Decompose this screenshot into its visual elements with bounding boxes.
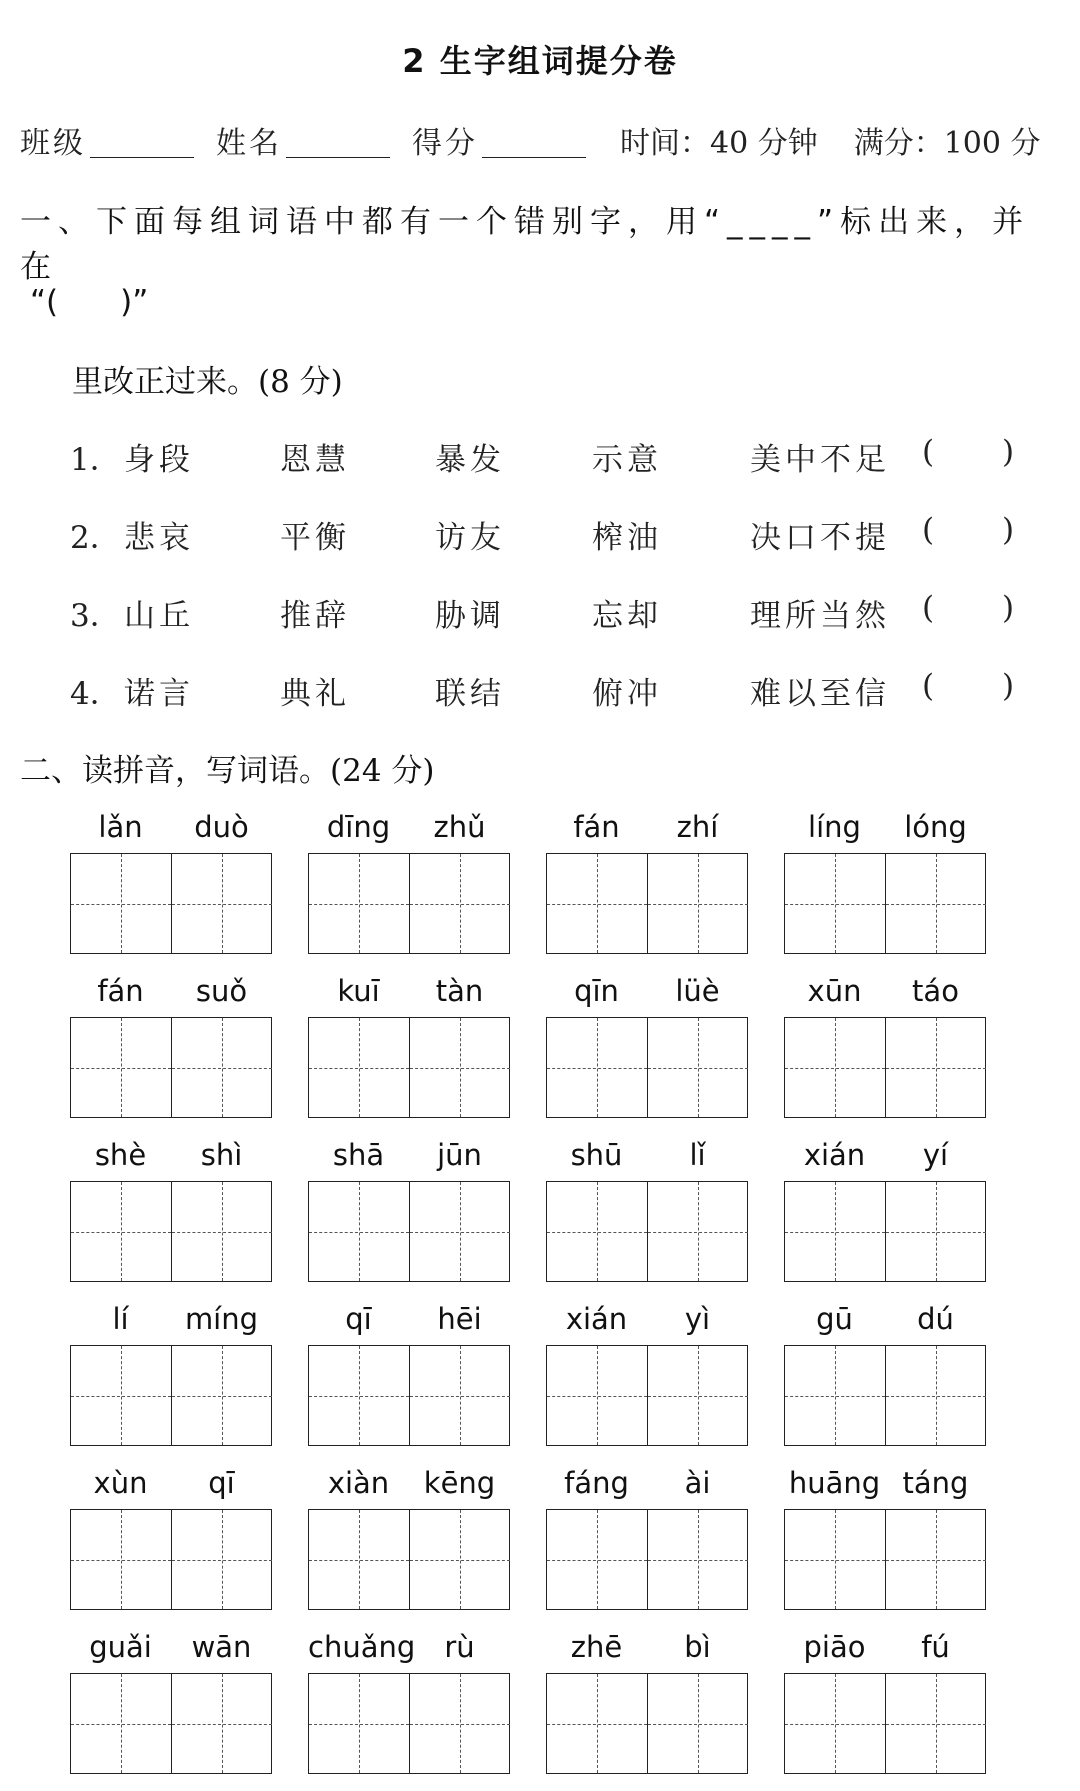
writing-cell[interactable]	[71, 1674, 171, 1773]
guide-line-horizontal	[71, 1068, 171, 1069]
pinyin-label: wān	[191, 1630, 252, 1664]
pinyin-label: zhǔ	[433, 810, 486, 844]
section1-heading-line1: 一、下面每组词语中都有一个错别字，用“____”标出来，并在	[20, 204, 1031, 285]
exercise-word[interactable]: 恩慧	[280, 442, 350, 478]
writing-box	[70, 853, 272, 954]
writing-cell[interactable]	[409, 1510, 510, 1609]
pinyin-label: chuǎng	[308, 1630, 416, 1664]
writing-cell[interactable]	[71, 854, 171, 953]
pinyin-label: líng	[808, 810, 861, 844]
writing-box	[70, 1673, 272, 1774]
writing-box	[546, 1673, 748, 1774]
guide-line-horizontal	[886, 1396, 986, 1397]
pinyin-label: bì	[684, 1630, 711, 1664]
exercise-word[interactable]: 访友	[435, 520, 505, 556]
guide-line-horizontal	[71, 1396, 171, 1397]
pinyin-label: duò	[194, 810, 249, 844]
writing-cell[interactable]	[71, 1346, 171, 1445]
exercise-word[interactable]: 悲哀	[124, 520, 194, 556]
writing-cell[interactable]	[309, 1346, 409, 1445]
pinyin-label: fáng	[564, 1466, 629, 1500]
writing-cell[interactable]	[647, 1182, 748, 1281]
guide-line-horizontal	[410, 904, 510, 905]
pinyin-label: dú	[917, 1302, 954, 1336]
answer-paren-close[interactable]: )	[1002, 512, 1015, 548]
writing-cell[interactable]	[547, 1346, 647, 1445]
exercise-word[interactable]: 难以至信	[750, 676, 890, 712]
writing-cell[interactable]	[309, 1018, 409, 1117]
exercise-word[interactable]: 美中不足	[750, 442, 890, 478]
guide-line-horizontal	[547, 1724, 647, 1725]
full-score-text: 满分：100 分	[853, 126, 1041, 161]
writing-cell[interactable]	[547, 1510, 647, 1609]
guide-line-horizontal	[309, 1396, 409, 1397]
answer-paren-open[interactable]: (	[922, 434, 935, 470]
writing-box	[546, 1181, 748, 1282]
writing-box	[784, 1673, 986, 1774]
writing-cell[interactable]	[71, 1018, 171, 1117]
exercise-word[interactable]: 山丘	[124, 598, 194, 634]
answer-paren-close[interactable]: )	[1002, 668, 1015, 704]
section1-heading-line2: “( )”	[30, 284, 149, 320]
page-title: 2 生字组词提分卷	[402, 42, 678, 80]
pinyin-label: lǎn	[98, 810, 143, 844]
writing-cell[interactable]	[409, 1018, 510, 1117]
writing-box	[308, 1181, 510, 1282]
writing-cell[interactable]	[785, 1018, 885, 1117]
pinyin-label: tàn	[435, 974, 484, 1008]
pinyin-label: fán	[97, 974, 144, 1008]
writing-cell[interactable]	[785, 1346, 885, 1445]
writing-box	[546, 1345, 748, 1446]
pinyin-label: fán	[573, 810, 620, 844]
score-label: 得分	[412, 126, 478, 161]
writing-cell[interactable]	[171, 854, 272, 953]
pinyin-label: fú	[921, 1630, 950, 1664]
guide-line-horizontal	[71, 1560, 171, 1561]
writing-cell[interactable]	[71, 1182, 171, 1281]
guide-line-horizontal	[648, 1396, 748, 1397]
pinyin-label: qīn	[574, 974, 619, 1008]
writing-cell[interactable]	[647, 1510, 748, 1609]
pinyin-label: suǒ	[195, 974, 248, 1008]
pinyin-label: zhí	[676, 810, 719, 844]
section2-points: (24 分)	[330, 753, 435, 789]
pinyin-label: piāo	[803, 1630, 866, 1664]
exercise-word[interactable]: 暴发	[435, 442, 505, 478]
writing-box	[546, 1509, 748, 1610]
guide-line-horizontal	[410, 1724, 510, 1725]
guide-line-horizontal	[785, 1724, 885, 1725]
writing-cell[interactable]	[647, 1674, 748, 1773]
writing-box	[546, 1017, 748, 1118]
writing-box	[784, 853, 986, 954]
guide-line-horizontal	[648, 904, 748, 905]
pinyin-label: huāng	[788, 1466, 881, 1500]
guide-line-horizontal	[410, 1068, 510, 1069]
time-text: 时间：40 分钟	[620, 126, 818, 161]
exercise-word[interactable]: 推辞	[280, 598, 350, 634]
writing-cell[interactable]	[71, 1510, 171, 1609]
exercise-word[interactable]: 示意	[592, 442, 662, 478]
writing-box	[70, 1017, 272, 1118]
pinyin-label: míng	[184, 1302, 259, 1336]
exercise-word[interactable]: 平衡	[280, 520, 350, 556]
answer-paren-open[interactable]: (	[922, 668, 935, 704]
guide-line-horizontal	[547, 1068, 647, 1069]
exercise-word[interactable]: 忘却	[592, 598, 662, 634]
guide-line-horizontal	[71, 1724, 171, 1725]
writing-box	[784, 1345, 986, 1446]
writing-cell[interactable]	[171, 1510, 272, 1609]
pinyin-label: xián	[803, 1138, 866, 1172]
pinyin-label: lǐ	[689, 1138, 706, 1172]
exercise-number: 4．	[70, 676, 121, 712]
guide-line-horizontal	[886, 1232, 986, 1233]
writing-box	[784, 1509, 986, 1610]
guide-line-horizontal	[172, 1396, 272, 1397]
guide-line-horizontal	[172, 1560, 272, 1561]
guide-line-horizontal	[785, 904, 885, 905]
writing-box	[784, 1017, 986, 1118]
writing-cell[interactable]	[885, 854, 986, 953]
guide-line-horizontal	[309, 1068, 409, 1069]
exercise-word[interactable]: 理所当然	[750, 598, 890, 634]
guide-line-horizontal	[648, 1560, 748, 1561]
writing-cell[interactable]	[409, 1674, 510, 1773]
answer-paren-close[interactable]: )	[1002, 590, 1015, 626]
guide-line-horizontal	[172, 1724, 272, 1725]
writing-cell[interactable]	[647, 1018, 748, 1117]
name-label: 姓名	[216, 126, 282, 161]
writing-box	[308, 853, 510, 954]
guide-line-horizontal	[886, 1560, 986, 1561]
exercise-word[interactable]: 身段	[124, 442, 194, 478]
guide-line-horizontal	[785, 1068, 885, 1069]
pinyin-label: dīng	[326, 810, 391, 844]
writing-cell[interactable]	[785, 854, 885, 953]
exercise-number: 3．	[70, 598, 121, 634]
writing-box	[308, 1017, 510, 1118]
guide-line-horizontal	[648, 1068, 748, 1069]
guide-line-horizontal	[172, 904, 272, 905]
pinyin-label: kuī	[337, 974, 380, 1008]
writing-box	[70, 1181, 272, 1282]
exercise-word[interactable]: 榨油	[592, 520, 662, 556]
guide-line-horizontal	[648, 1232, 748, 1233]
writing-cell[interactable]	[547, 1674, 647, 1773]
writing-box	[546, 853, 748, 954]
writing-cell[interactable]	[309, 1182, 409, 1281]
pinyin-label: shì	[200, 1138, 243, 1172]
guide-line-horizontal	[172, 1232, 272, 1233]
pinyin-label: táo	[912, 974, 959, 1008]
writing-cell[interactable]	[171, 1346, 272, 1445]
pinyin-label: shū	[570, 1138, 623, 1172]
pinyin-label: ài	[684, 1466, 711, 1500]
guide-line-horizontal	[410, 1232, 510, 1233]
writing-cell[interactable]	[785, 1674, 885, 1773]
writing-box	[70, 1509, 272, 1610]
guide-line-horizontal	[886, 1068, 986, 1069]
answer-paren-open[interactable]: (	[922, 590, 935, 626]
writing-cell[interactable]	[409, 1346, 510, 1445]
guide-line-horizontal	[547, 1232, 647, 1233]
guide-line-horizontal	[547, 1396, 647, 1397]
writing-cell[interactable]	[409, 1182, 510, 1281]
writing-cell[interactable]	[547, 1018, 647, 1117]
pinyin-label: xián	[565, 1302, 628, 1336]
writing-cell[interactable]	[785, 1182, 885, 1281]
guide-line-horizontal	[410, 1560, 510, 1561]
pinyin-label: lí	[112, 1302, 129, 1336]
guide-line-horizontal	[71, 904, 171, 905]
guide-line-horizontal	[410, 1396, 510, 1397]
pinyin-label: rù	[444, 1630, 475, 1664]
section2-heading-text: 二、读拼音，写词语。	[20, 753, 330, 789]
guide-line-horizontal	[547, 904, 647, 905]
guide-line-horizontal	[886, 1724, 986, 1725]
writing-cell[interactable]	[409, 854, 510, 953]
guide-line-horizontal	[309, 904, 409, 905]
writing-cell[interactable]	[885, 1346, 986, 1445]
pinyin-label: xùn	[93, 1466, 148, 1500]
exercise-word[interactable]: 俯冲	[592, 676, 662, 712]
exercise-word[interactable]: 决口不提	[750, 520, 890, 556]
pinyin-label: táng	[902, 1466, 969, 1500]
guide-line-horizontal	[309, 1560, 409, 1561]
writing-box	[308, 1673, 510, 1774]
pinyin-label: kēng	[423, 1466, 496, 1500]
guide-line-horizontal	[172, 1068, 272, 1069]
class-label: 班级	[20, 126, 86, 161]
pinyin-label: hēi	[437, 1302, 482, 1336]
pinyin-label: qī	[208, 1466, 235, 1500]
guide-line-horizontal	[785, 1560, 885, 1561]
writing-box	[784, 1181, 986, 1282]
writing-cell[interactable]	[785, 1510, 885, 1609]
pinyin-label: xiàn	[327, 1466, 390, 1500]
exercise-word[interactable]: 联结	[435, 676, 505, 712]
guide-line-horizontal	[785, 1232, 885, 1233]
writing-cell[interactable]	[547, 1182, 647, 1281]
pinyin-label: qī	[345, 1302, 372, 1336]
writing-cell[interactable]	[171, 1674, 272, 1773]
section1-points: (8 分)	[258, 364, 343, 400]
writing-cell[interactable]	[309, 1510, 409, 1609]
guide-line-horizontal	[785, 1396, 885, 1397]
pinyin-label: lüè	[675, 974, 720, 1008]
writing-cell[interactable]	[309, 854, 409, 953]
writing-cell[interactable]	[309, 1674, 409, 1773]
guide-line-horizontal	[71, 1232, 171, 1233]
pinyin-label: lóng	[904, 810, 967, 844]
pinyin-label: zhē	[570, 1630, 623, 1664]
writing-cell[interactable]	[885, 1674, 986, 1773]
writing-cell[interactable]	[547, 854, 647, 953]
guide-line-horizontal	[309, 1232, 409, 1233]
writing-cell[interactable]	[885, 1182, 986, 1281]
writing-box	[308, 1345, 510, 1446]
pinyin-label: yì	[684, 1302, 711, 1336]
section1-heading-text: 里改正过来。	[72, 364, 258, 400]
exercise-word[interactable]: 诺言	[124, 676, 194, 712]
pinyin-label: guǎi	[89, 1630, 152, 1664]
pinyin-label: xūn	[807, 974, 862, 1008]
answer-paren-close[interactable]: )	[1002, 434, 1015, 470]
guide-line-horizontal	[886, 904, 986, 905]
writing-box	[308, 1509, 510, 1610]
pinyin-label: gū	[816, 1302, 853, 1336]
exercise-word[interactable]: 胁调	[435, 598, 505, 634]
guide-line-horizontal	[309, 1724, 409, 1725]
writing-cell[interactable]	[885, 1510, 986, 1609]
writing-cell[interactable]	[647, 854, 748, 953]
pinyin-label: shè	[94, 1138, 147, 1172]
pinyin-label: yí	[922, 1138, 949, 1172]
pinyin-label: shā	[332, 1138, 385, 1172]
writing-cell[interactable]	[171, 1018, 272, 1117]
exercise-number: 2．	[70, 520, 121, 556]
exercise-number: 1．	[70, 442, 121, 478]
writing-box	[70, 1345, 272, 1446]
exercise-word[interactable]: 典礼	[280, 676, 350, 712]
answer-paren-open[interactable]: (	[922, 512, 935, 548]
guide-line-horizontal	[648, 1724, 748, 1725]
writing-cell[interactable]	[647, 1346, 748, 1445]
writing-cell[interactable]	[885, 1018, 986, 1117]
writing-cell[interactable]	[171, 1182, 272, 1281]
pinyin-label: jūn	[437, 1138, 482, 1172]
guide-line-horizontal	[547, 1560, 647, 1561]
